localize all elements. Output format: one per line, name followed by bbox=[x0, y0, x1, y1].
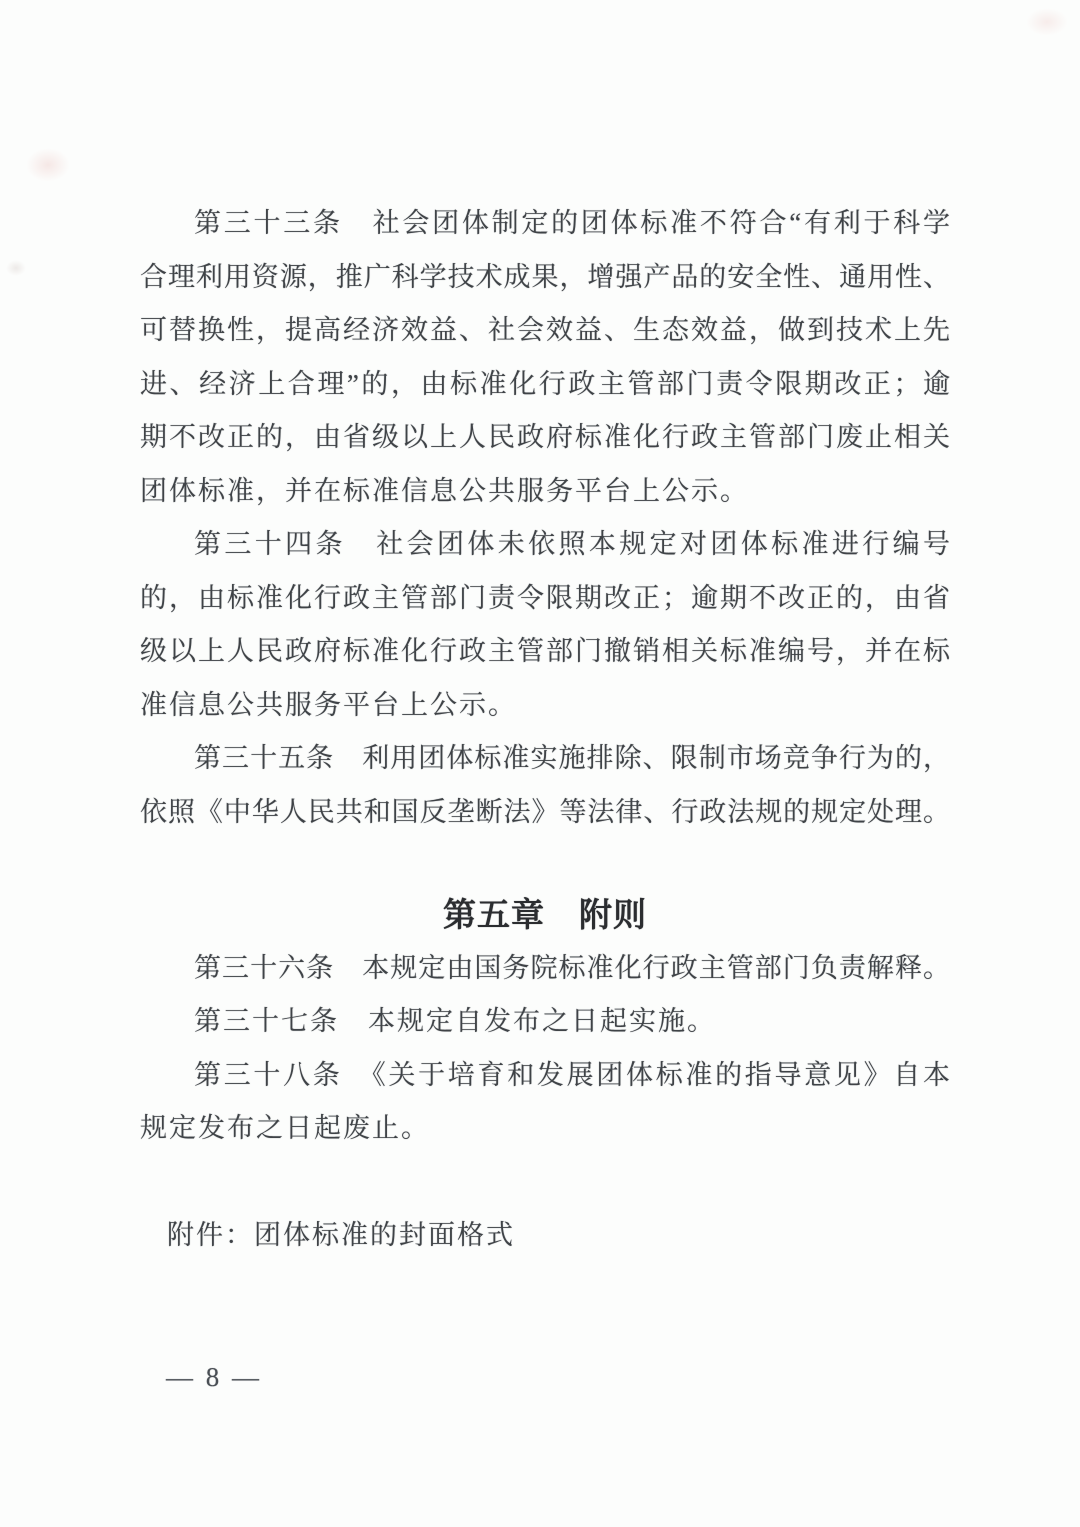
article-33-line-2: 合理利用资源，推广科学技术成果，增强产品的安全性、通用性、 bbox=[140, 261, 950, 292]
article-34-paragraph bbox=[140, 518, 950, 732]
text-column bbox=[140, 197, 950, 1263]
article-34-line-3: 级以上人民政府标准化行政主管部门撤销相关标准编号，并在标 bbox=[140, 636, 950, 666]
scan-artifact-smudge-2 bbox=[6, 260, 26, 276]
scan-artifact-smudge-3 bbox=[1026, 8, 1068, 36]
attachment-note: 附件：团体标准的封面格式 bbox=[167, 1220, 515, 1250]
article-38-line-1: 第三十八条 《关于培育和发展团体标准的指导意见》自本 bbox=[194, 1059, 950, 1090]
article-33-line-4: 进、经济上合理”的，由标准化行政主管部门责令限期改正；逾 bbox=[140, 368, 950, 399]
article-33-line-1: 第三十三条 社会团体制定的团体标准不符合“有利于科学 bbox=[194, 208, 950, 238]
page-number: — 8 — bbox=[166, 1362, 262, 1392]
article-35-paragraph bbox=[140, 732, 950, 839]
article-34-line-2: 的，由标准化行政主管部门责令限期改正；逾期不改正的，由省 bbox=[140, 582, 950, 613]
article-33-paragraph bbox=[140, 197, 950, 518]
article-33-line-3: 可替换性，提高经济效益、社会效益、生态效益，做到技术上先 bbox=[140, 315, 950, 345]
article-38-paragraph bbox=[140, 1049, 950, 1156]
article-35-line-2: 依照《中华人民共和国反垄断法》等法律、行政法规的规定处理。 bbox=[140, 796, 950, 827]
chapter-5-heading: 第五章 附则 bbox=[443, 896, 647, 933]
article-36-line: 第三十六条 本规定由国务院标准化行政主管部门负责解释。 bbox=[194, 952, 950, 983]
article-35-line-1: 第三十五条 利用团体标准实施排除、限制市场竞争行为的， bbox=[194, 743, 950, 773]
article-34-line-4: 准信息公共服务平台上公示。 bbox=[140, 689, 517, 720]
article-33-line-6: 团体标准，并在标准信息公共服务平台上公示。 bbox=[140, 475, 749, 506]
scan-artifact-smudge-1 bbox=[26, 148, 70, 182]
article-38-line-2: 规定发布之日起废止。 bbox=[140, 1113, 430, 1143]
article-33-line-5: 期不改正的，由省级以上人民政府标准化行政主管部门废止相关 bbox=[140, 422, 950, 452]
article-34-line-1: 第三十四条 社会团体未依照本规定对团体标准进行编号 bbox=[194, 529, 950, 559]
article-37-line: 第三十七条 本规定自发布之日起实施。 bbox=[194, 1006, 716, 1036]
